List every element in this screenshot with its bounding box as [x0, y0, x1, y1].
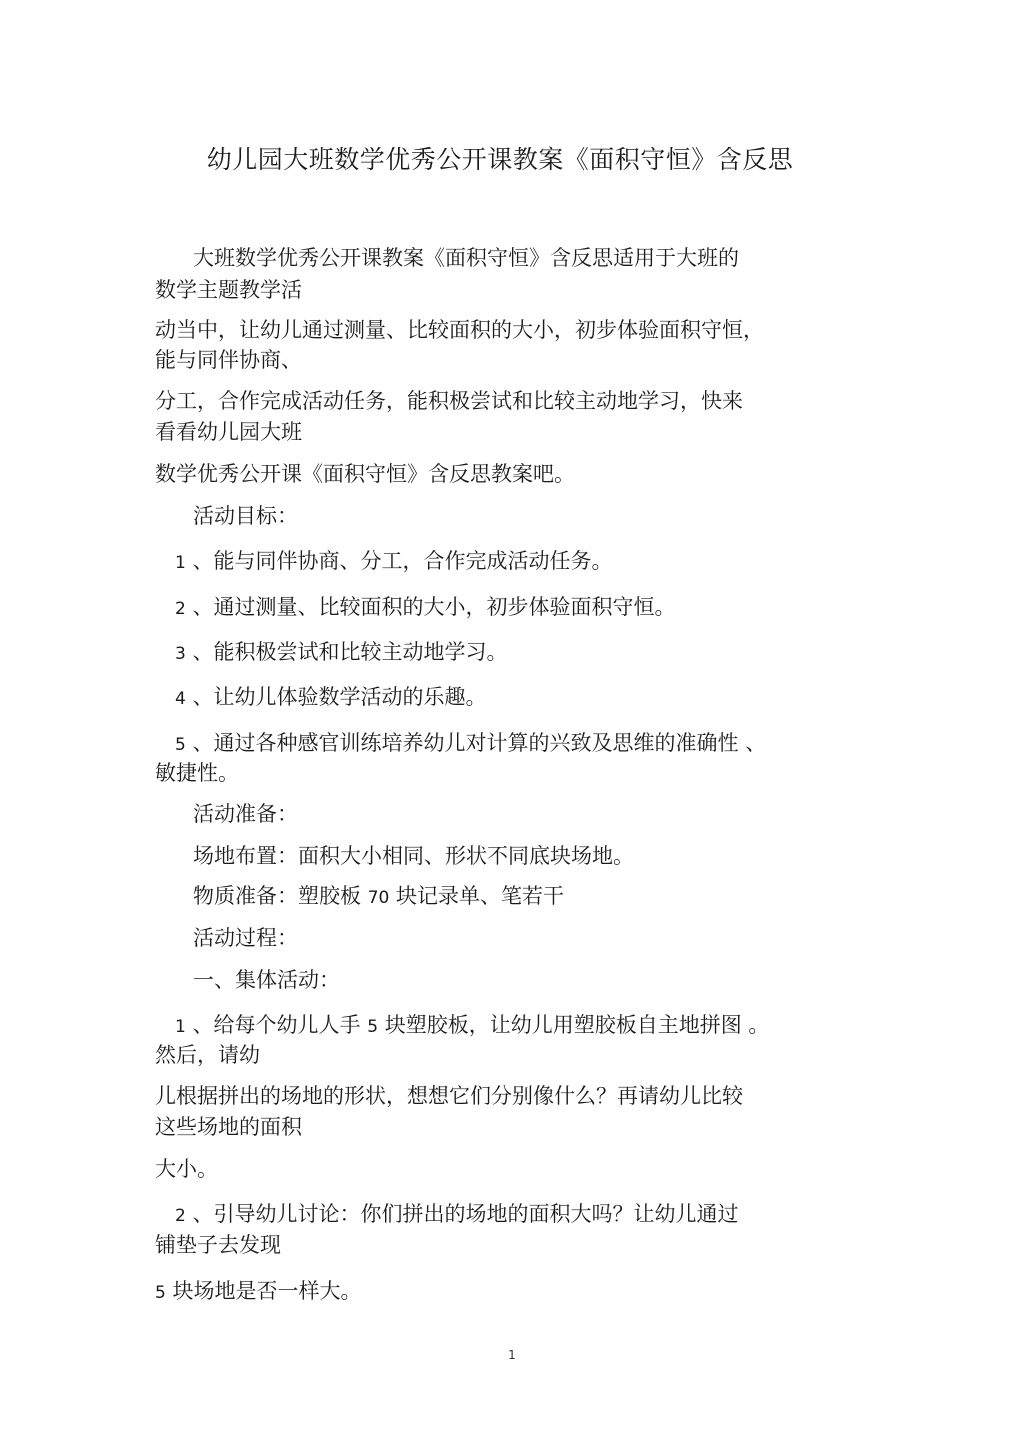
goal-number: 2: [175, 599, 186, 619]
goal-text: 、让幼儿体验数学活动的乐趣。: [192, 685, 487, 709]
goal-text: 、能积极尝试和比较主动地学习。: [192, 640, 508, 664]
prep-site: 场地布置：面积大小相同、形状不同底块场地。: [193, 844, 634, 868]
goal-number: 5: [175, 735, 186, 755]
goal-item-2: [175, 593, 676, 623]
process-heading: 活动过程：: [193, 926, 298, 950]
material-text-before: 物质准备：塑胶板: [193, 884, 368, 908]
goal-text: 、通过各种感官训练培养幼儿对计算的兴致及思维的准确性 、: [192, 731, 767, 755]
goals-heading: 活动目标：: [193, 504, 298, 528]
intro-line-5: 分工，合作完成活动任务，能积极尝试和比较主动地学习，快来: [155, 389, 743, 413]
goal-text: 、能与同伴协商、分工，合作完成活动任务。: [192, 549, 613, 573]
step-1-line-5: 大小。: [155, 1157, 218, 1181]
intro-line-7: 数学优秀公开课《面积守恒》含反思教案吧。: [155, 462, 575, 486]
intro-line-4: 能与同伴协商、: [155, 348, 302, 372]
goal-text: 、通过测量、比较面积的大小，初步体验面积守恒。: [192, 595, 676, 619]
goal-item-4: [175, 683, 487, 713]
step-text-after: 块塑胶板，让幼儿用塑胶板自主地拼图 。: [378, 1013, 770, 1037]
step-text-before: 、给每个幼儿人手: [192, 1013, 368, 1037]
step-1-line-4: 这些场地的面积: [155, 1115, 302, 1139]
step-text: 、引导幼儿讨论：你们拼出的场地的面积大吗？让幼儿通过: [192, 1202, 739, 1226]
step-text: 块场地是否一样大。: [165, 1279, 362, 1303]
step-2-line-3: [155, 1277, 362, 1307]
section-1-heading: 一、集体活动：: [193, 968, 340, 992]
step-count: 5: [367, 1017, 379, 1037]
intro-line-6: 看看幼儿园大班: [155, 420, 302, 444]
page-number: 1: [508, 1348, 516, 1362]
material-count: 70: [367, 888, 390, 908]
step-2: [175, 1200, 739, 1230]
material-text-after: 块记录单、笔若干: [389, 884, 565, 908]
intro-line-2: 数学主题教学活: [155, 278, 302, 302]
intro-line-1: 大班数学优秀公开课教案《面积守恒》含反思适用于大班的: [193, 246, 739, 270]
step-count: 5: [155, 1283, 166, 1303]
goal-number: 4: [175, 689, 186, 709]
document-title: 幼儿园大班数学优秀公开课教案《面积守恒》含反思: [206, 145, 794, 174]
goal-item-5-continued: 敏捷性。: [155, 761, 239, 785]
step-1-line-3: 儿根据拼出的场地的形状，想想它们分别像什么？再请幼儿比较: [155, 1084, 743, 1108]
step-1: [175, 1011, 769, 1041]
goal-number: 1: [175, 553, 186, 573]
step-number: 1: [175, 1017, 186, 1037]
step-2-line-2: 铺垫子去发现: [155, 1233, 281, 1257]
goal-item-3: [175, 638, 508, 668]
step-number: 2: [175, 1206, 186, 1226]
prep-heading: 活动准备：: [193, 802, 298, 826]
prep-material: [193, 882, 564, 912]
goal-number: 3: [175, 644, 186, 664]
step-1-line-2: 然后，请幼: [155, 1043, 260, 1067]
intro-line-3: 动当中，让幼儿通过测量、比较面积的大小，初步体验面积守恒，: [155, 318, 764, 342]
goal-item-1: [175, 547, 613, 577]
goal-item-5: [175, 729, 766, 759]
